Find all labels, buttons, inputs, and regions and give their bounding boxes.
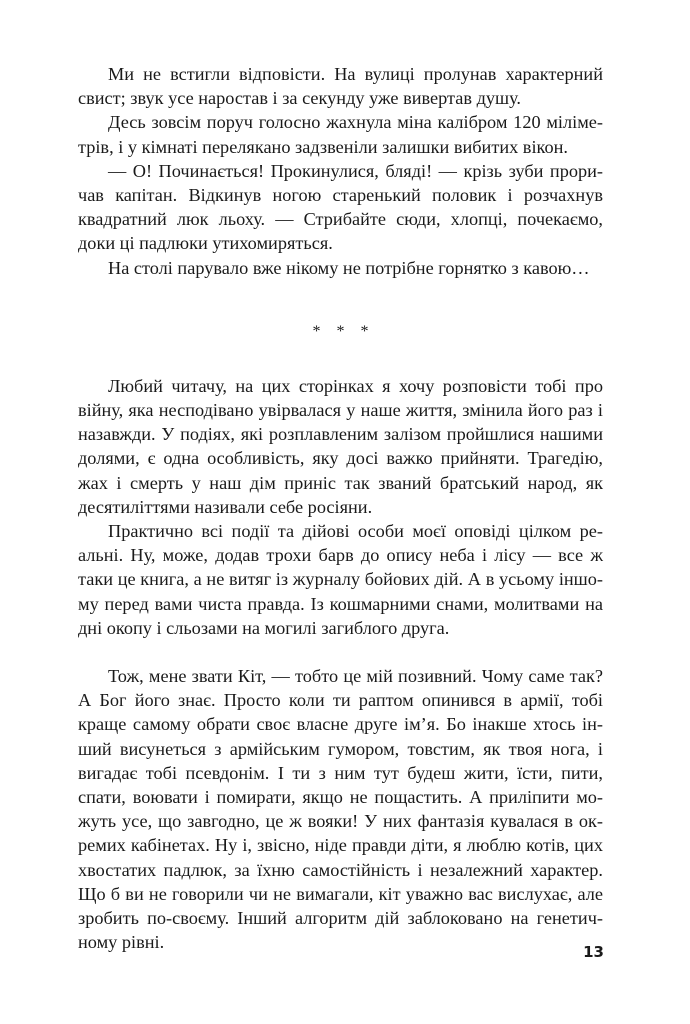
- section-separator: * * *: [312, 322, 375, 340]
- paragraph: Практично всі події та дійові особи моєї оповіді цілком реальні. Ну, може, додав трохи барв до опису неба і лісу — все ж таки це книга, а не витяг із журналу бойових дій. А в усьому іншому перед вами чиста правда. Із кошмарними снами, молитвами на дні окопу і сльозами на могилі загиблого друга.: [78, 521, 603, 638]
- paragraph: Ми не встигли відповісти. На вулиці пролунав характерний свист; звук усе наростав і за секунду уже вивертав душу.: [78, 64, 603, 109]
- paragraph: Тож, мене звати Кіт, — тобто це мій позивний. Чому саме так? А Бог його знає. Просто коли ти раптом опинився в армії, тобі краще самому обрати своє власне друге ім’я. Бо інакше хтось інший висунеться з армійським гумором, товстим, як твоя нога, і вигадає тобі псевдонім. І ти з ним тут будеш жити, їсти, пити, спати, воювати і помирати, якщо не пощастить. А приліпити можуть усе, що завгодно, це ж вояки! У них фантазія кувалася в окремих кабінетах. Ну і, звісно, ніде правди діти, я люблю котів, цих хвостатих падлюк, за їхню самостійність і незалежний характер. Що б ви не говорили чи не вимагали, кіт уважно вас вислухає, але зробить по-своєму. Інший алгоритм дій заблоковано на генетичному рівні.: [78, 666, 603, 953]
- paragraph: Десь зовсім поруч голосно жахнула міна калібром 120 міліметрів, і у кімнаті перелякано задзвеніли залишки вибитих вікон.: [78, 112, 603, 157]
- paragraph: На столі парувало вже нікому не потрібне горнятко з кавою…: [108, 257, 590, 278]
- page-number: 13: [583, 943, 604, 961]
- page-body: [78, 62, 603, 955]
- paragraph: — О! Починається! Прокинулися, бляді! — крізь зуби проричав капітан. Відкинув ногою старенький половик і розчахнув квадратний люк льоху. — Стрибайте сюди, хлопці, почекаємо, доки ці падлюки утихомиряться.: [78, 160, 603, 254]
- paragraph: Любий читачу, на цих сторінках я хочу розповісти тобі про війну, яка несподівано увірвалася у наше життя, змінила його раз і назавжди. У подіях, які розплавленим залізом пройшлися нашими долями, є одна особливість, яку досі важко прийняти. Трагедію, жах і смерть у наш дім приніс так званий братський народ, як десятиліттями називали себе росіяни.: [78, 375, 603, 517]
